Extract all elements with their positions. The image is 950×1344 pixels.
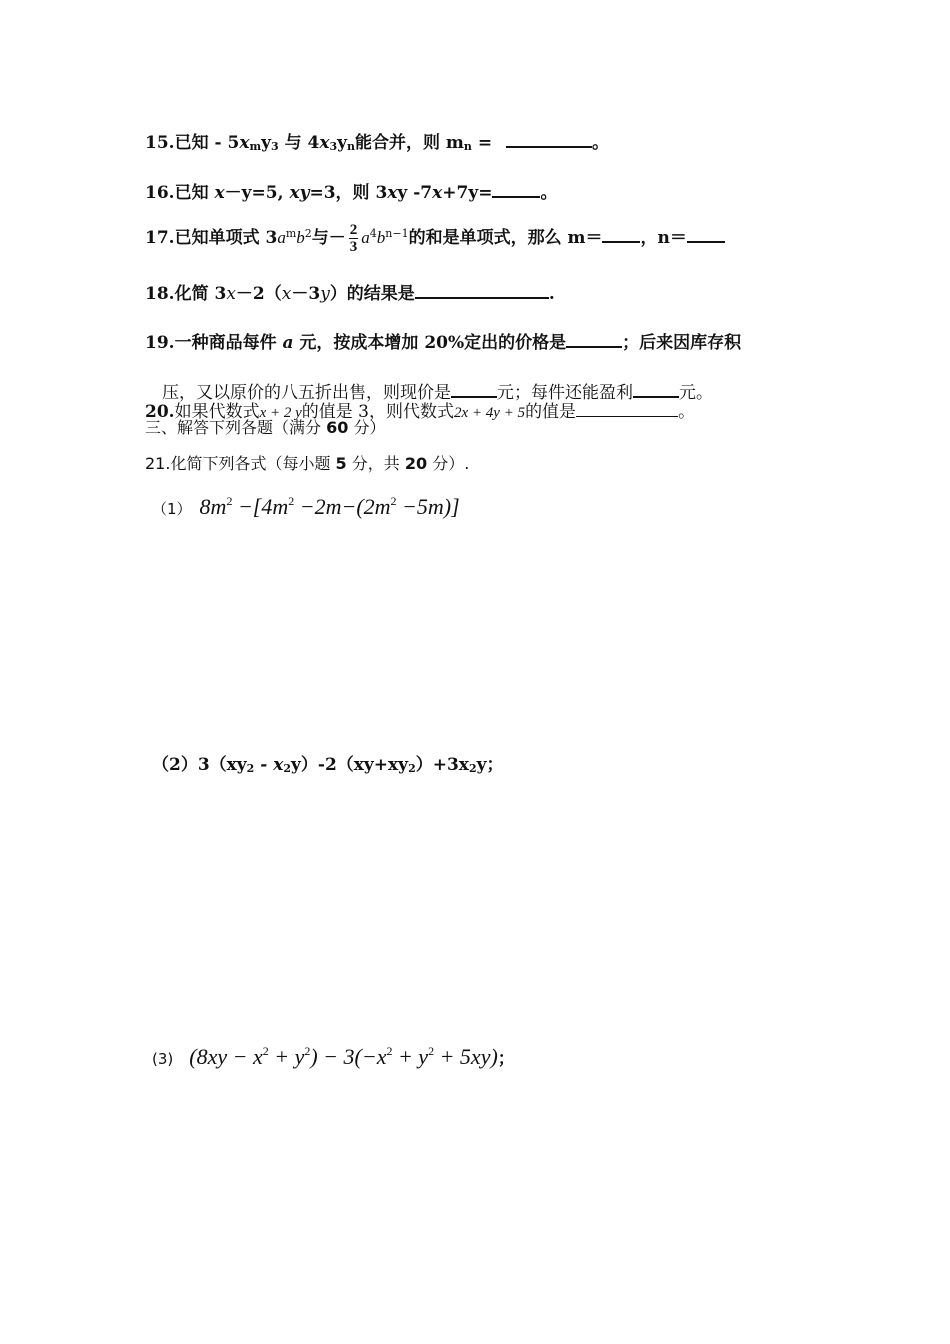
question-16 bbox=[145, 178, 557, 203]
exponent: 2 bbox=[408, 762, 416, 775]
q15-coef: 4 bbox=[307, 133, 320, 153]
exponent: 2 bbox=[226, 494, 233, 508]
problem-expression: −[4m bbox=[232, 494, 289, 519]
q17-number: 17. bbox=[145, 228, 175, 248]
exponent: 2 bbox=[386, 1044, 393, 1058]
q18-text: 化简 3 bbox=[174, 284, 227, 304]
q15-text: 已知 bbox=[174, 133, 209, 153]
q15-sub: n bbox=[463, 140, 472, 153]
q17-exp: m bbox=[285, 227, 297, 240]
q15-exp: n bbox=[347, 140, 356, 153]
q19-var: a bbox=[282, 333, 294, 353]
q21-text: 分）. bbox=[427, 454, 470, 473]
q19-text: 压，又以原价的八五折出售，则现价是 bbox=[162, 383, 451, 403]
q17-exp: n−1 bbox=[385, 227, 409, 240]
problem-2 bbox=[152, 750, 503, 775]
q19-text: 元；每件还能盈利 bbox=[497, 383, 633, 403]
q17-var: b bbox=[376, 228, 386, 247]
question-17 bbox=[145, 222, 725, 255]
section-title: 分） bbox=[348, 418, 386, 437]
question-19 bbox=[145, 328, 741, 353]
q15-var: y bbox=[261, 133, 271, 153]
exponent: 2 bbox=[246, 762, 255, 775]
q19-text: 元。 bbox=[679, 383, 713, 403]
q16-number: 16. bbox=[145, 183, 175, 203]
problem-label: (3) bbox=[152, 1050, 174, 1068]
answer-blank[interactable] bbox=[633, 382, 679, 398]
answer-blank[interactable] bbox=[576, 402, 678, 417]
q17-var: b bbox=[296, 228, 305, 247]
q21-points: 5 bbox=[335, 454, 347, 473]
q20-text: 的值是 3，则代数式 bbox=[301, 402, 454, 422]
problem-expression: (8xy − x bbox=[189, 1044, 263, 1069]
problem-expression: + y bbox=[268, 1044, 305, 1069]
q20-number: 20. bbox=[145, 402, 175, 422]
question-15 bbox=[145, 128, 609, 153]
q15-var: x bbox=[239, 133, 250, 153]
q16-var: x bbox=[387, 183, 398, 203]
q18-text: ）的结果是 bbox=[329, 284, 415, 304]
q21-text: 21.化简下列各式（每小题 bbox=[145, 454, 336, 473]
problem-3 bbox=[152, 1044, 515, 1070]
q20-end: 。 bbox=[678, 402, 696, 422]
problem-expression: −2m−(2m bbox=[294, 494, 391, 519]
q20-text: 的值是 bbox=[525, 402, 577, 422]
problem-expression: −5m)] bbox=[396, 494, 460, 519]
q21-total: 20 bbox=[404, 454, 428, 473]
exponent: 2 bbox=[468, 762, 477, 775]
problem-end: ； bbox=[497, 1049, 515, 1069]
exponent: 2 bbox=[288, 494, 295, 508]
q16-var: x bbox=[432, 183, 443, 203]
q17-var: a bbox=[361, 228, 370, 247]
exponent: 2 bbox=[283, 762, 292, 775]
exponent: 2 bbox=[428, 1044, 435, 1058]
section-heading bbox=[145, 415, 385, 438]
q18-number: 18. bbox=[145, 284, 175, 304]
q16-var: xy bbox=[289, 183, 310, 203]
q16-text: －y=5, bbox=[224, 183, 290, 203]
q19-text: ；后来因库存积 bbox=[622, 333, 742, 353]
section-score: 60 bbox=[326, 418, 349, 437]
q15-end: 。 bbox=[592, 133, 610, 153]
q17-exp: 2 bbox=[304, 227, 312, 240]
problem-expression: 8m bbox=[199, 494, 227, 519]
q21-text: 分，共 bbox=[346, 454, 405, 473]
question-21 bbox=[145, 451, 469, 474]
q18-end: . bbox=[548, 284, 555, 304]
q15-number: 15. bbox=[145, 133, 175, 153]
q18-text: －3 bbox=[291, 284, 321, 304]
q17-text: 的和是单项式，那么 m＝ bbox=[408, 228, 603, 248]
q17-text: ，n＝ bbox=[640, 228, 687, 248]
exponent: 2 bbox=[262, 1044, 269, 1058]
answer-blank-n[interactable] bbox=[687, 227, 725, 243]
exponent: 2 bbox=[304, 1044, 311, 1058]
answer-blank[interactable] bbox=[451, 382, 497, 398]
exponent: 2 bbox=[390, 494, 397, 508]
section-title: 三、解答下列各题（满分 bbox=[145, 418, 327, 437]
q16-text: +7y= bbox=[442, 183, 493, 203]
q15-exp: m bbox=[249, 140, 262, 153]
q16-var: x bbox=[214, 183, 225, 203]
problem-expression: y； bbox=[476, 755, 504, 775]
q17-text: 已知单项式 3 bbox=[174, 228, 278, 248]
q15-var: y bbox=[337, 133, 348, 153]
q17-exp: 4 bbox=[369, 227, 377, 240]
question-18 bbox=[145, 279, 555, 304]
q20-text: 如果代数式 bbox=[174, 402, 260, 422]
problem-expression: ）+3x bbox=[415, 755, 469, 775]
problem-label: （1） bbox=[152, 500, 192, 518]
q16-text: 已知 bbox=[174, 183, 215, 203]
q18-var: y bbox=[320, 284, 330, 304]
q19-text: 一种商品每件 bbox=[174, 333, 283, 353]
q19-number: 19. bbox=[145, 333, 175, 353]
problem-expression: ) − 3(−x bbox=[310, 1044, 387, 1069]
q16-text: =3，则 3 bbox=[309, 183, 388, 203]
q17-var: a bbox=[277, 228, 286, 247]
q20-expression: 2x + 4y + 5 bbox=[454, 405, 526, 421]
answer-blank[interactable] bbox=[506, 132, 592, 148]
fraction bbox=[349, 222, 359, 255]
answer-blank-m[interactable] bbox=[602, 227, 640, 243]
answer-blank[interactable] bbox=[492, 182, 540, 198]
fraction-denominator: 3 bbox=[349, 239, 358, 255]
q15-exp: 3 bbox=[329, 140, 338, 153]
problem-expression: y）-2（xy+xy bbox=[291, 755, 409, 775]
q15-exp: 3 bbox=[270, 140, 279, 153]
problem-1 bbox=[152, 494, 460, 520]
answer-blank[interactable] bbox=[415, 283, 549, 299]
q16-end: 。 bbox=[540, 183, 558, 203]
q18-var: x bbox=[281, 284, 292, 304]
problem-expression: （2）3（xy bbox=[152, 755, 247, 775]
q15-text: 与 bbox=[284, 133, 302, 153]
q17-text: 与－ bbox=[311, 228, 346, 248]
problem-expression: - x bbox=[254, 755, 284, 775]
fraction-numerator: 2 bbox=[349, 222, 358, 238]
q19-text: 元，按成本增加 20%定出的价格是 bbox=[293, 333, 567, 353]
q16-text: y -7 bbox=[397, 183, 433, 203]
problem-expression: + y bbox=[392, 1044, 429, 1069]
answer-blank[interactable] bbox=[566, 332, 622, 348]
q20-expression: x + 2 y bbox=[259, 405, 302, 421]
q15-var: x bbox=[319, 133, 330, 153]
problem-expression: + 5xy) bbox=[434, 1044, 498, 1069]
q15-text: 能合并，则 m bbox=[355, 133, 464, 153]
q18-text: －2（ bbox=[235, 284, 282, 304]
q15-coef: - 5 bbox=[214, 133, 240, 153]
q18-var: x bbox=[226, 284, 236, 304]
q15-equals: = bbox=[477, 133, 493, 153]
